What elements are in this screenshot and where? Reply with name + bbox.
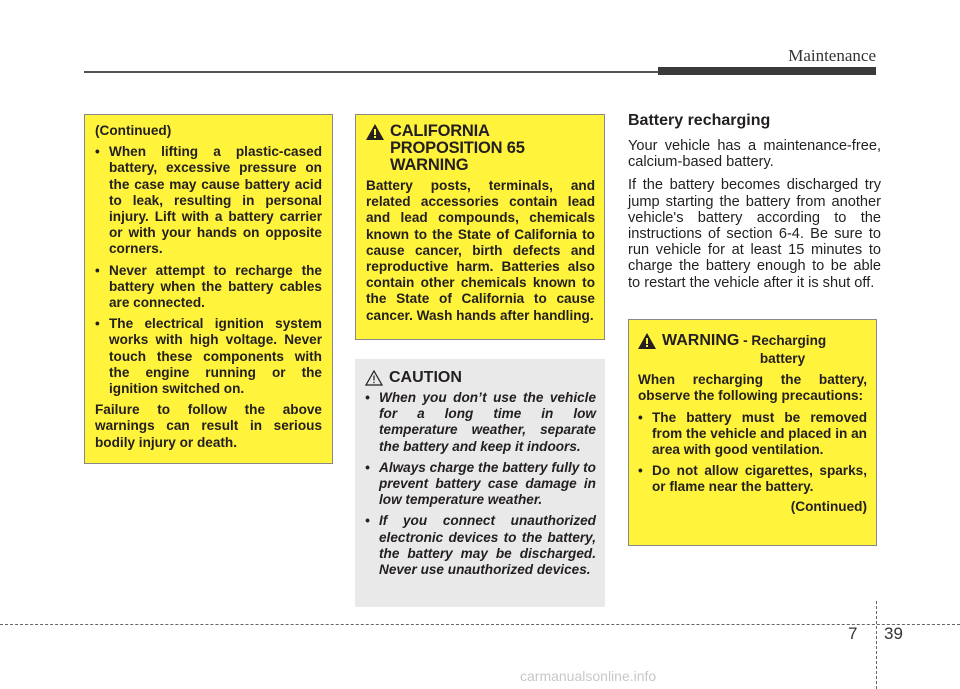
header-title: Maintenance bbox=[788, 46, 876, 65]
list-item: • Always charge the battery fully to prevent battery case damage in low temperature weather. bbox=[365, 460, 596, 509]
recharging-warning-title: WARNING bbox=[662, 332, 740, 349]
caution-title: CAUTION bbox=[389, 369, 462, 386]
recharging-warning-heading bbox=[638, 332, 867, 349]
recharging-warning-intro: When recharging the battery, observe the following precautions: bbox=[638, 372, 867, 404]
california-warning-body: Battery posts, terminals, and related accessories contain lead and lead compounds, chemicals known to the State of California to cause cancer, birth defects and reproductive harm. Batteries also contain other chemicals known to the State of California to cause cancer. Wash hands after handling. bbox=[366, 178, 595, 323]
warning-icon bbox=[366, 124, 384, 140]
subtitle-part-1: - Recharging bbox=[743, 333, 827, 348]
chapter-number: 7 bbox=[848, 624, 858, 643]
continued-warning-box bbox=[84, 114, 333, 464]
watermark: carmanualsonline.info bbox=[520, 668, 657, 684]
list-item: • If you connect unauthorized electronic devices to the battery, the battery may be discharged. Never use unauthorized devices. bbox=[365, 513, 596, 578]
continued-footer: Failure to follow the above warnings can result in serious bodily injury or death. bbox=[95, 402, 322, 450]
california-warning-box bbox=[355, 114, 605, 340]
section-title: Battery recharging bbox=[628, 112, 771, 129]
warning-icon bbox=[638, 333, 656, 349]
footer-rule bbox=[0, 624, 960, 625]
recharging-warning-bullets bbox=[638, 410, 867, 496]
continued-bullets bbox=[95, 144, 322, 397]
recharging-warning-box bbox=[628, 319, 877, 546]
header-rule-accent bbox=[658, 67, 876, 75]
caution-box bbox=[355, 359, 605, 607]
section-paragraph: If the battery becomes discharged try jump starting the battery from another vehicle's battery according to the instructions of section 6-4. Be sure to run vehicle for at least 15 minutes to charge the battery enough to be able to restart the vehicle after it is shut off. bbox=[628, 177, 881, 291]
list-item: • Never attempt to recharge the battery when the battery cables are connected. bbox=[95, 263, 322, 312]
list-item: • Do not allow cigarettes, sparks, or flame near the battery. bbox=[638, 463, 867, 495]
footer-divider bbox=[876, 601, 877, 689]
recharging-warning-subtitle bbox=[739, 332, 826, 349]
california-warning-title: CALIFORNIA PROPOSITION 65 WARNING bbox=[390, 122, 525, 174]
list-item: • When lifting a plastic-cased battery, excessive pressure on the case may cause battery acid to leak, resulting in personal injury. Lift with a battery carrier or with your hands on opposite corners. bbox=[95, 144, 322, 257]
caution-bullets bbox=[365, 390, 596, 578]
section-body bbox=[628, 138, 881, 298]
page-number: 39 bbox=[884, 624, 903, 643]
caution-icon bbox=[365, 370, 383, 386]
section-paragraph: Your vehicle has a maintenance-free, calcium-based battery. bbox=[628, 138, 881, 171]
california-warning-heading bbox=[366, 123, 595, 174]
continued-heading: (Continued) bbox=[95, 123, 172, 138]
list-item: • The electrical ignition system works with high voltage. Never touch these components with the engine running or the ignition switched on. bbox=[95, 316, 322, 397]
list-item: • The battery must be removed from the vehicle and placed in an area with good ventilation. bbox=[638, 410, 867, 459]
continued-label: (Continued) bbox=[790, 498, 867, 514]
recharging-warning-subtitle-2: battery bbox=[759, 351, 806, 366]
list-item: • When you don’t use the vehicle for a long time in low temperature weather, separate the battery and keep it indoors. bbox=[365, 390, 596, 455]
header-rule bbox=[84, 71, 664, 73]
caution-heading bbox=[365, 369, 596, 386]
